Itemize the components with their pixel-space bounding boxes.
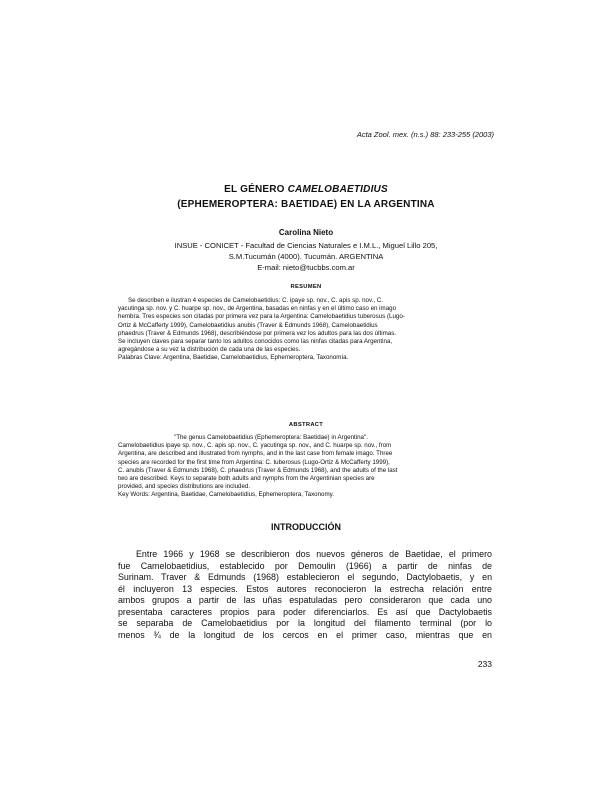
abstract-line: provided, and species distributions are included.	[118, 483, 251, 491]
body-line: ambos grupos a partir de las uñas espatuladas pero consideraron que cada uno	[118, 595, 492, 605]
resumen-heading: RESUMEN	[290, 284, 322, 290]
abstract-line: species are recorded for the first time from Argentina: C. tuberosus (Lugo-Ortiz & McCafferty 1999),	[118, 458, 390, 466]
resumen-line: Se describen e ilustran 4 especies de Camelobaetidius: C. ipaye sp. nov., C. apis sp. nov., C.	[128, 297, 383, 304]
resumen-line: phaedrus (Traver & Edmunds 1968), describiéndose por primera vez los adultos para las dos últimas.	[118, 329, 397, 337]
title-line-2: (EPHEMEROPTERA: BAETIDAE) EN LA ARGENTINA	[177, 199, 435, 210]
abstract-line: C. anubis (Traver & Edmunds 1968), C. phaedrus (Traver & Edmunds 1968), and the adults of the last	[118, 466, 398, 474]
abstract-line: Camelobaetidius ipaye sp. nov., C. apis sp. nov., C. yacutinga sp. nov., and C. huarpe sp. nov., from	[118, 442, 392, 450]
body-line: fue Camelobaetidius, establecido por Demoulin (1966) a partir de ninfas de	[118, 560, 492, 571]
affiliation-line: S.M.Tucumán (4000). Tucumán. ARGENTINA	[228, 252, 384, 261]
resumen-paragraph	[118, 297, 494, 363]
abstract-line: Argentina, are described and illustrated from nymphs, and in the last case from female imago. Three	[118, 450, 393, 458]
author-email: E-mail: nieto@tucbbs.com.ar	[257, 263, 355, 272]
body-line: Surinam. Traver & Edmunds (1968) establecieron el segundo, Dactylobaetis, y en	[118, 572, 492, 582]
resumen-line: yacutinga sp. nov. y C. huarpe sp. nov., de Argentina, basadas en ninfas y en el último caso en imago	[118, 305, 397, 313]
abstract-line: two are described. Keys to separate both adults and nymphs from the Argentinian species are	[118, 475, 375, 483]
journal-citation: Acta Zool. mex. (n.s.) 88: 233-255 (2003)	[356, 130, 494, 139]
resumen-keywords: Palabras Clave: Argentina, Baetidae, Camelobaetidius, Ephemeroptera, Taxonomía.	[118, 354, 349, 362]
page-number: 233	[477, 659, 492, 669]
abstract-heading: ABSTRACT	[288, 422, 324, 428]
resumen-line: Ortiz & McCafferty 1999), Camelobaetidius anubis (Traver & Edmunds 1968), Camelobaetidius	[118, 321, 378, 329]
title-line-1	[0, 184, 612, 195]
title-genus: CAMELOBAETIDIUS	[287, 184, 388, 195]
author-name: Carolina Nieto	[278, 228, 334, 237]
abstract-paragraph	[118, 434, 494, 500]
resumen-line: hembra. Tres especies son citadas por primera vez para la Argentina: Camelobaetidius tuberosus (Lugo-	[118, 313, 405, 321]
introduccion-heading: INTRODUCCIÓN	[271, 522, 341, 532]
resumen-line: agregándose a su vez la distribución de cada una de las especies.	[118, 346, 301, 354]
resumen-line: Se incluyen claves para separar tanto los adultos conocidos como las ninfas citadas para Argentina,	[118, 338, 393, 346]
affiliation-line: INSUE - CONICET - Facultad de Ciencias Naturales e I.M.L., Miguel Lillo 205,	[174, 241, 438, 250]
body-line: él incluyeron 13 especies. Estos autores reconocieron la estrecha relación entre	[118, 583, 492, 594]
body-line: menos ¾ de la longitud de los cercos en el primer caso, mientras que en	[118, 629, 492, 640]
introduccion-body	[118, 549, 492, 641]
body-line: Entre 1966 y 1968 se describieron dos nuevos géneros de Baetidae, el primero	[136, 549, 492, 559]
abstract-line: "The genus Camelobaetidius (Ephemeroptera: Baetidae) in Argentina".	[174, 434, 368, 441]
title-prefix: EL GÉNERO	[224, 184, 288, 195]
body-line: se separaba de Camelobaetidius por la longitud del filamento terminal (por lo	[118, 618, 492, 628]
abstract-keywords: Key Words: Argentina, Baetidae, Camelobaetidius, Ephemeroptera, Taxonomy.	[118, 491, 334, 499]
body-line: presentaba caracteres propios para poder diferenciarlos. Es así que Dactylobaetis	[118, 606, 492, 617]
